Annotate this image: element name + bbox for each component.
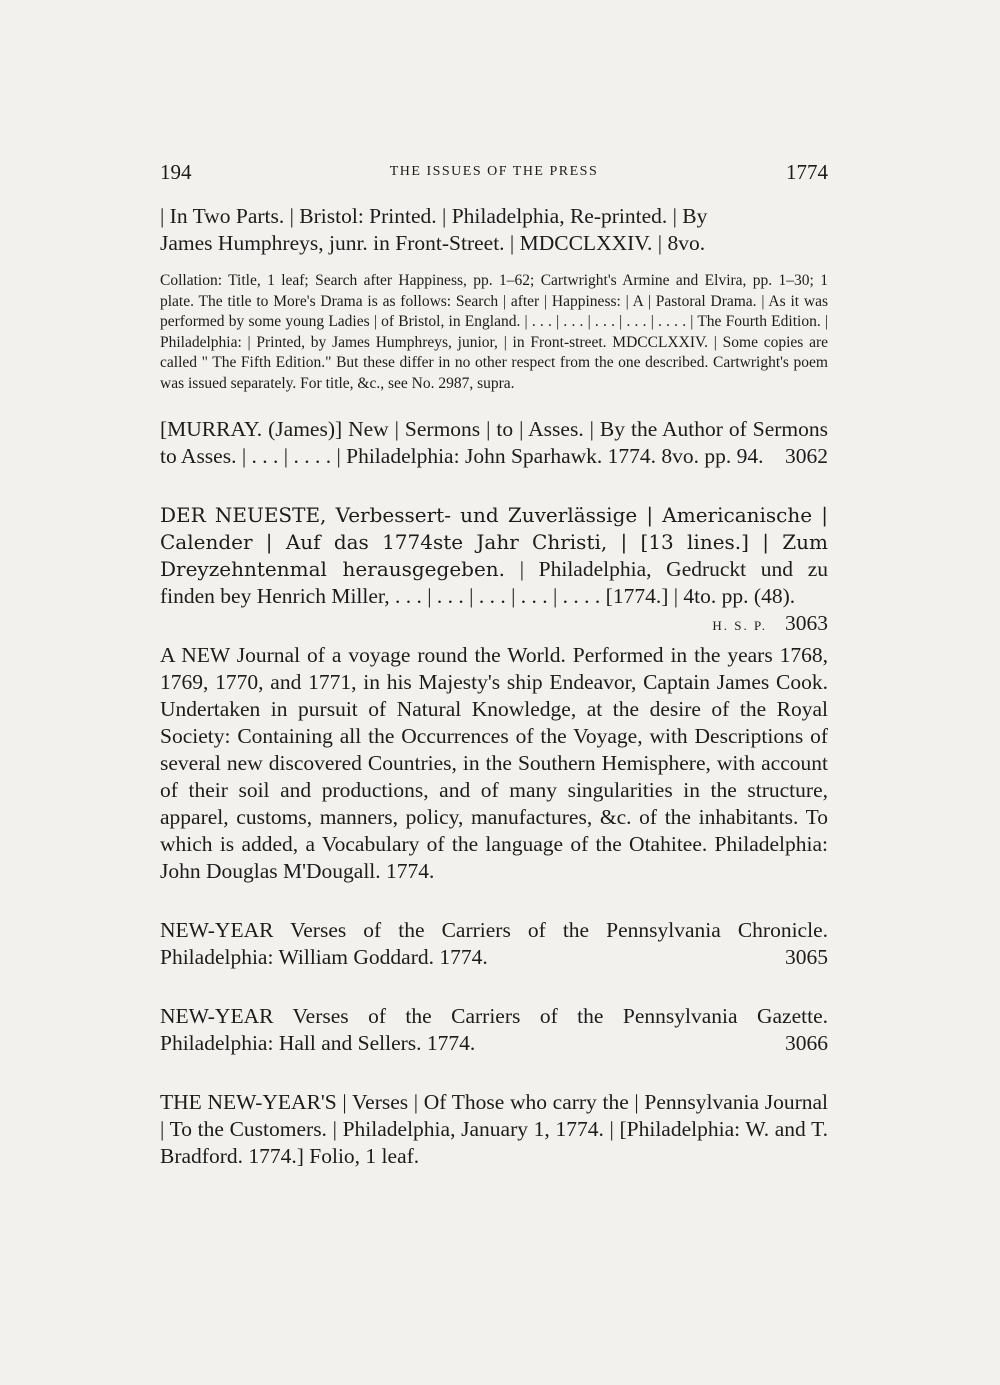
spacer xyxy=(160,1071,828,1089)
entry-3066 xyxy=(160,1003,828,1057)
spacer xyxy=(160,899,828,917)
library-location: H. S. P. xyxy=(712,618,767,633)
entry-paragraph xyxy=(160,416,828,470)
page-number: 194 xyxy=(160,160,192,184)
entry-text-fraktur: DER NEUESTE, Verbessert- und Zuverlässige | Americanische | Calender | Auf das 1774ste Jahr Christi, | [13 lines.] | Zum Dreyzehntenmal herausgegeben. xyxy=(160,503,828,581)
entry-paragraph xyxy=(160,1003,828,1057)
entry-paragraph: THE NEW-YEAR'S | Verses | Of Those who carry the | Pennsylvania Journal | To the Customers. | Philadelphia, January 1, 1774. | [Philadelphia: W. and T. Bradford. 1774.] Folio, 1 leaf. xyxy=(160,1090,828,1168)
entry-number: 3062 xyxy=(785,444,828,468)
entry-text: NEW-YEAR Verses of the Carriers of the Pennsylvania Chronicle. Philadelphia: William Goddard. 1774. xyxy=(160,918,828,969)
entry-3062 xyxy=(160,416,828,470)
entry-text: James Humphreys, junr. in Front-Street. | MDCCLXXIV. | 8vo. xyxy=(160,231,706,255)
entry-3065 xyxy=(160,917,828,971)
entry-number: 3066 xyxy=(785,1031,828,1055)
entry-3063 xyxy=(160,502,829,635)
entry-paragraph xyxy=(160,917,828,971)
entry-number: 3065 xyxy=(785,945,828,969)
entry-text: NEW-YEAR Verses of the Carriers of the Pennsylvania Gazette. Philadelphia: Hall and Sellers. 1774. xyxy=(160,1004,828,1055)
entry-paragraph: A NEW Journal of a voyage round the World. Performed in the years 1768, 1769, 1770, and 1771, in his Majesty's ship Endeavor, Captain James Cook. Undertaken in pursuit of Natural Knowledge, at the desire of the Royal Society: Containing all the Occurrences of the Voyage, with Descriptions of several new discovered Countries, in the Southern Hemisphere, with account of their soil and productions, and of many singularities in the structure, apparel, customs, manners, policy, manufactures, &c. of the inhabitants. To which is added, a Vocabulary of the language of the Otahitee. Philadelphia: John Douglas M'Dougall. 1774. xyxy=(160,643,828,883)
entry-number xyxy=(712,610,828,639)
spacer xyxy=(160,484,828,502)
page-content xyxy=(160,203,828,1184)
entry-text: [MURRAY. (James)] New | Sermons | to | Asses. | By the Author of Sermons to Asses. | . . . | . . . . | Philadelphia: John Sparhawk. 1774. 8vo. pp. 94. xyxy=(160,417,828,468)
page-header xyxy=(160,160,828,190)
spacer xyxy=(160,985,828,1003)
header-year: 1774 xyxy=(786,160,828,184)
collation-note: Collation: Title, 1 leaf; Search after Happiness, pp. 1–62; Cartwright's Armine and Elvira, pp. 1–30; 1 plate. The title to More's Drama is as follows: Search | after | Happiness: | A | Pastoral Drama. | As it was performed by some young Ladies | of Bristol, in England. | . . . | . . . | . . . | . . . | . . . . | The Fourth Edition. | Philadelphia: | Printed, by James Humphreys, junior, | in Front-street. MDCCLXXIV. | Some copies are called " The Fifth Edition." But these differ in no other respect from the one described. Cartwright's poem was issued separately. For title, &c., see No. 2987, supra. xyxy=(160,272,828,392)
entry-line xyxy=(160,230,828,257)
entry-continued xyxy=(160,203,828,394)
entry-journal xyxy=(160,642,828,885)
entry-number-value: 3063 xyxy=(785,611,828,635)
entry-text: | Philadelphia, Gedruckt und zu finden bey Henrich Miller, . . . | . . . | . . . | . . . | . . . . [1774.] | 4to. pp. (48). xyxy=(160,557,829,608)
entry-text: | In Two Parts. | Bristol: Printed. | Philadelphia, Re-printed. | By xyxy=(160,204,708,228)
entry-line xyxy=(160,203,828,230)
entry-new-years-verses xyxy=(160,1089,828,1170)
entry-paragraph xyxy=(160,502,829,635)
running-title: THE ISSUES OF THE PRESS xyxy=(389,164,599,179)
